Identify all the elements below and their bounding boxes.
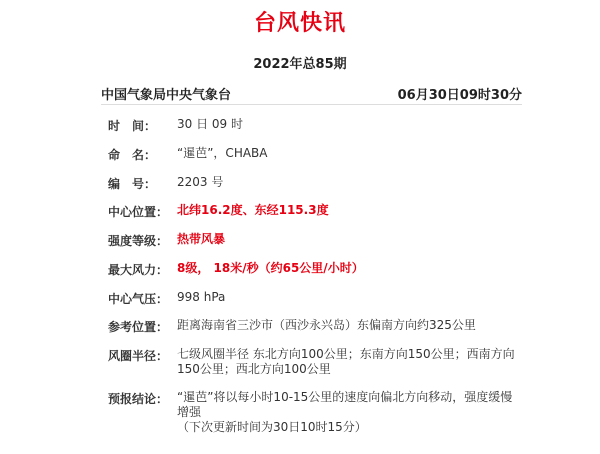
time-label: 时 间： xyxy=(108,119,157,133)
intensity-label: 强度等级： xyxy=(108,234,169,248)
max-wind-value: 8级， 18米/秒（约65公里/小时） xyxy=(177,261,364,275)
page-title: 台风快讯 xyxy=(253,11,346,36)
intensity-value: 热带风暴 xyxy=(177,232,226,246)
reference-position-value: 距离海南省三沙市（西沙永兴岛）东偏南方向约325公里 xyxy=(177,318,476,332)
number-value: 2203 号 xyxy=(177,175,224,189)
number-label: 编 号： xyxy=(108,177,157,191)
next-update-note: （下次更新时间为30日10时15分） xyxy=(177,420,367,434)
reference-position-label: 参考位置： xyxy=(108,320,169,334)
time-value: 30 日 09 时 xyxy=(177,117,243,131)
wind-radius-value: 七级风圈半径 东北方向100公里；东南方向150公里；西南方向150公里；西北方向100公里 xyxy=(177,347,515,376)
center-pressure-value: 998 hPa xyxy=(177,290,226,304)
name-value: “暹芭”，CHABA xyxy=(177,146,268,160)
header-divider xyxy=(101,104,522,105)
center-position-value: 北纬16.2度、东经115.3度 xyxy=(177,203,329,217)
center-position-label: 中心位置： xyxy=(108,205,169,219)
issue-number: 2022年总85期 xyxy=(253,57,347,72)
center-pressure-label: 中心气压： xyxy=(108,292,169,306)
name-label: 命 名： xyxy=(108,148,157,162)
agency-name: 中国气象局中央气象台 xyxy=(101,88,232,103)
wind-radius-label: 风圈半径： xyxy=(108,349,169,363)
bulletin-time: 06月30日09时30分 xyxy=(397,88,522,103)
forecast-value xyxy=(177,390,522,435)
forecast-text: “暹芭”将以每小时10-15公里的速度向偏北方向移动，强度缓慢增强 xyxy=(177,390,513,419)
max-wind-label: 最大风力： xyxy=(108,263,169,277)
bulletin-header xyxy=(101,84,522,104)
forecast-label: 预报结论： xyxy=(108,392,169,406)
